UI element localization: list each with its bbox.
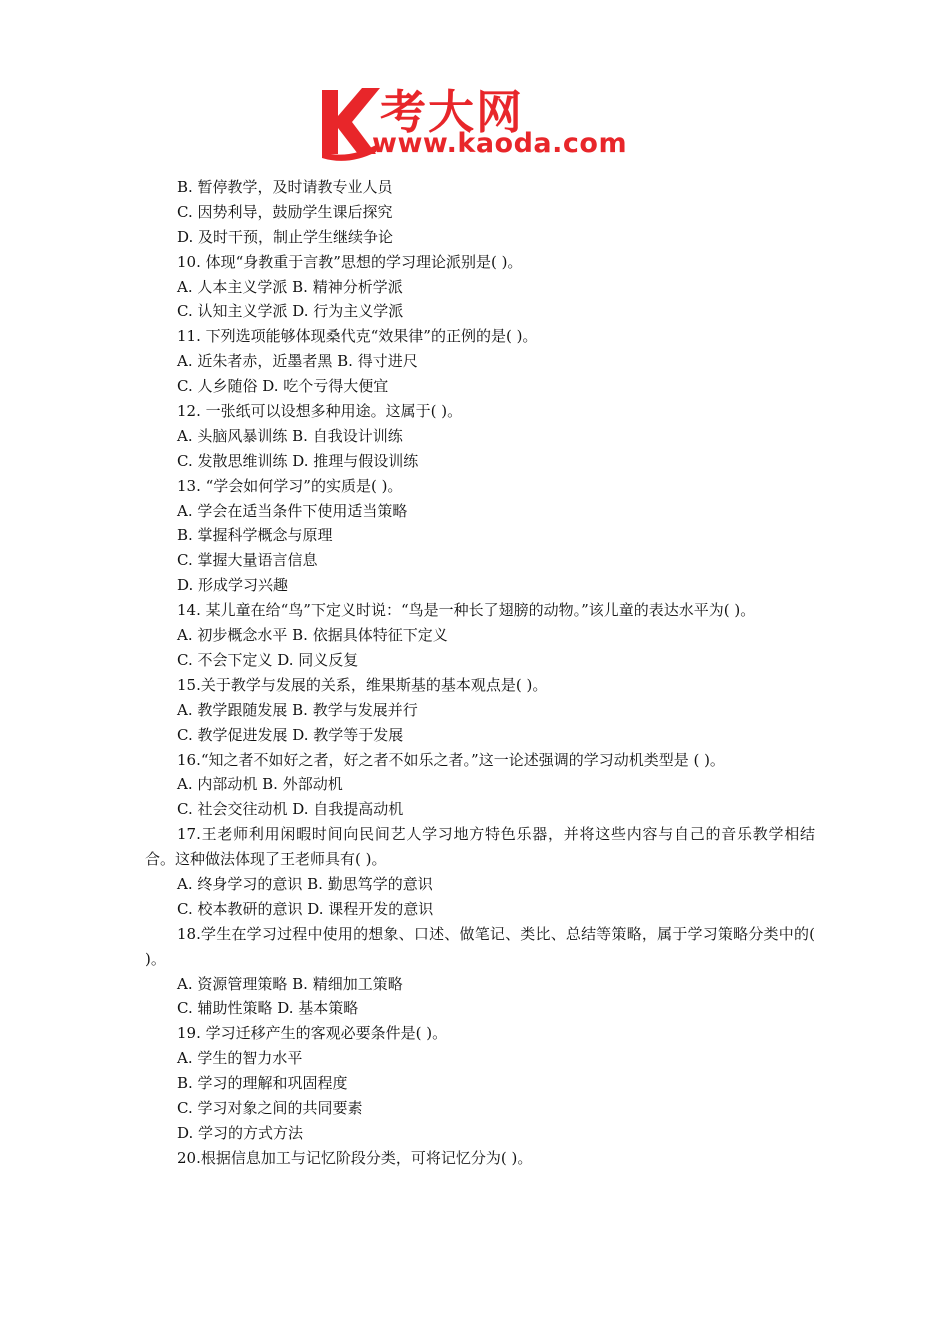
question-line: 11. 下列选项能够体现桑代克“效果律”的正例的是( )。 — [177, 327, 538, 346]
option-line: C. 校本教研的意识 D. 课程开发的意识 — [177, 899, 434, 918]
question-line: 10. 体现“身教重于言教”思想的学习理论派别是( )。 — [177, 252, 523, 271]
option-line: C. 辅助性策略 D. 基本策略 — [177, 999, 359, 1018]
question-line: 15.关于教学与发展的关系，维果斯基的基本观点是( )。 — [177, 675, 548, 694]
option-line: A. 学生的智力水平 — [177, 1049, 303, 1068]
option-line: B. 暂停教学，及时请教专业人员 — [177, 178, 393, 196]
question-line: 13. “学会如何学习”的实质是( )。 — [177, 476, 403, 495]
question-line: 16.“知之者不如好之者，好之者不如乐之者。”这一论述强调的学习动机类型是 ( )。 — [177, 750, 725, 769]
option-line: A. 近朱者赤，近墨者黑 B. 得寸进尺 — [177, 352, 418, 371]
option-line: A. 头脑风暴训练 B. 自我设计训练 — [177, 426, 403, 445]
option-line: C. 不会下定义 D. 同义反复 — [177, 650, 359, 669]
option-line: A. 资源管理策略 B. 精细加工策略 — [177, 974, 403, 993]
option-line: B. 学习的理解和巩固程度 — [177, 1074, 348, 1093]
option-line: C. 社会交往动机 D. 自我提高动机 — [177, 800, 404, 819]
option-line: C. 认知主义学派 D. 行为主义学派 — [177, 302, 404, 321]
question-line: 18.学生在学习过程中使用的想象、口述、做笔记、类比、总结等策略，属于学习策略分类中的( )。 — [145, 924, 815, 968]
option-line: C. 掌握大量语言信息 — [177, 551, 318, 570]
option-line: A. 人本主义学派 B. 精神分析学派 — [177, 277, 403, 296]
option-line: A. 学会在适当条件下使用适当策略 — [177, 501, 408, 520]
option-line: A. 终身学习的意识 B. 勤思笃学的意识 — [177, 875, 433, 893]
question-line: 20.根据信息加工与记忆阶段分类，可将记忆分为( )。 — [177, 1148, 533, 1167]
option-line: D. 学习的方式方法 — [177, 1123, 304, 1142]
option-line: C. 学习对象之间的共同要素 — [177, 1099, 363, 1118]
option-line: A. 教学跟随发展 B. 教学与发展并行 — [177, 700, 418, 719]
option-line: A. 初步概念水平 B. 依据具体特征下定义 — [177, 626, 448, 645]
kaoda-logo — [318, 82, 638, 162]
question-line: 17.王老师利用闲暇时间向民间艺人学习地方特色乐器，并将这些内容与自己的音乐教学相结合。这种做法体现了王老师具有( )。 — [145, 825, 815, 869]
option-line: D. 形成学习兴趣 — [177, 576, 289, 595]
option-line: D. 及时干预，制止学生继续争论 — [177, 227, 394, 246]
option-line: C. 教学促进发展 D. 教学等于发展 — [177, 725, 404, 744]
option-line: C. 发散思维训练 D. 推理与假设训练 — [177, 451, 419, 470]
logo-title: 考大网 — [380, 85, 524, 139]
option-line: B. 掌握科学概念与原理 — [177, 526, 333, 545]
option-line: A. 内部动机 B. 外部动机 — [177, 775, 343, 794]
logo-url: www.kaoda.com — [372, 128, 628, 159]
question-line: 14. 某儿童在给“鸟”下定义时说：“鸟是一种长了翅膀的动物。”该儿童的表达水平为( )。 — [177, 601, 756, 620]
option-line: C. 人乡随俗 D. 吃个亏得大便宜 — [177, 377, 389, 396]
exam-content — [145, 175, 815, 1171]
question-line: 12. 一张纸可以设想多种用途。这属于( )。 — [177, 402, 463, 421]
question-line: 19. 学习迁移产生的客观必要条件是( )。 — [177, 1024, 448, 1043]
option-line: C. 因势利导，鼓励学生课后探究 — [177, 202, 393, 221]
